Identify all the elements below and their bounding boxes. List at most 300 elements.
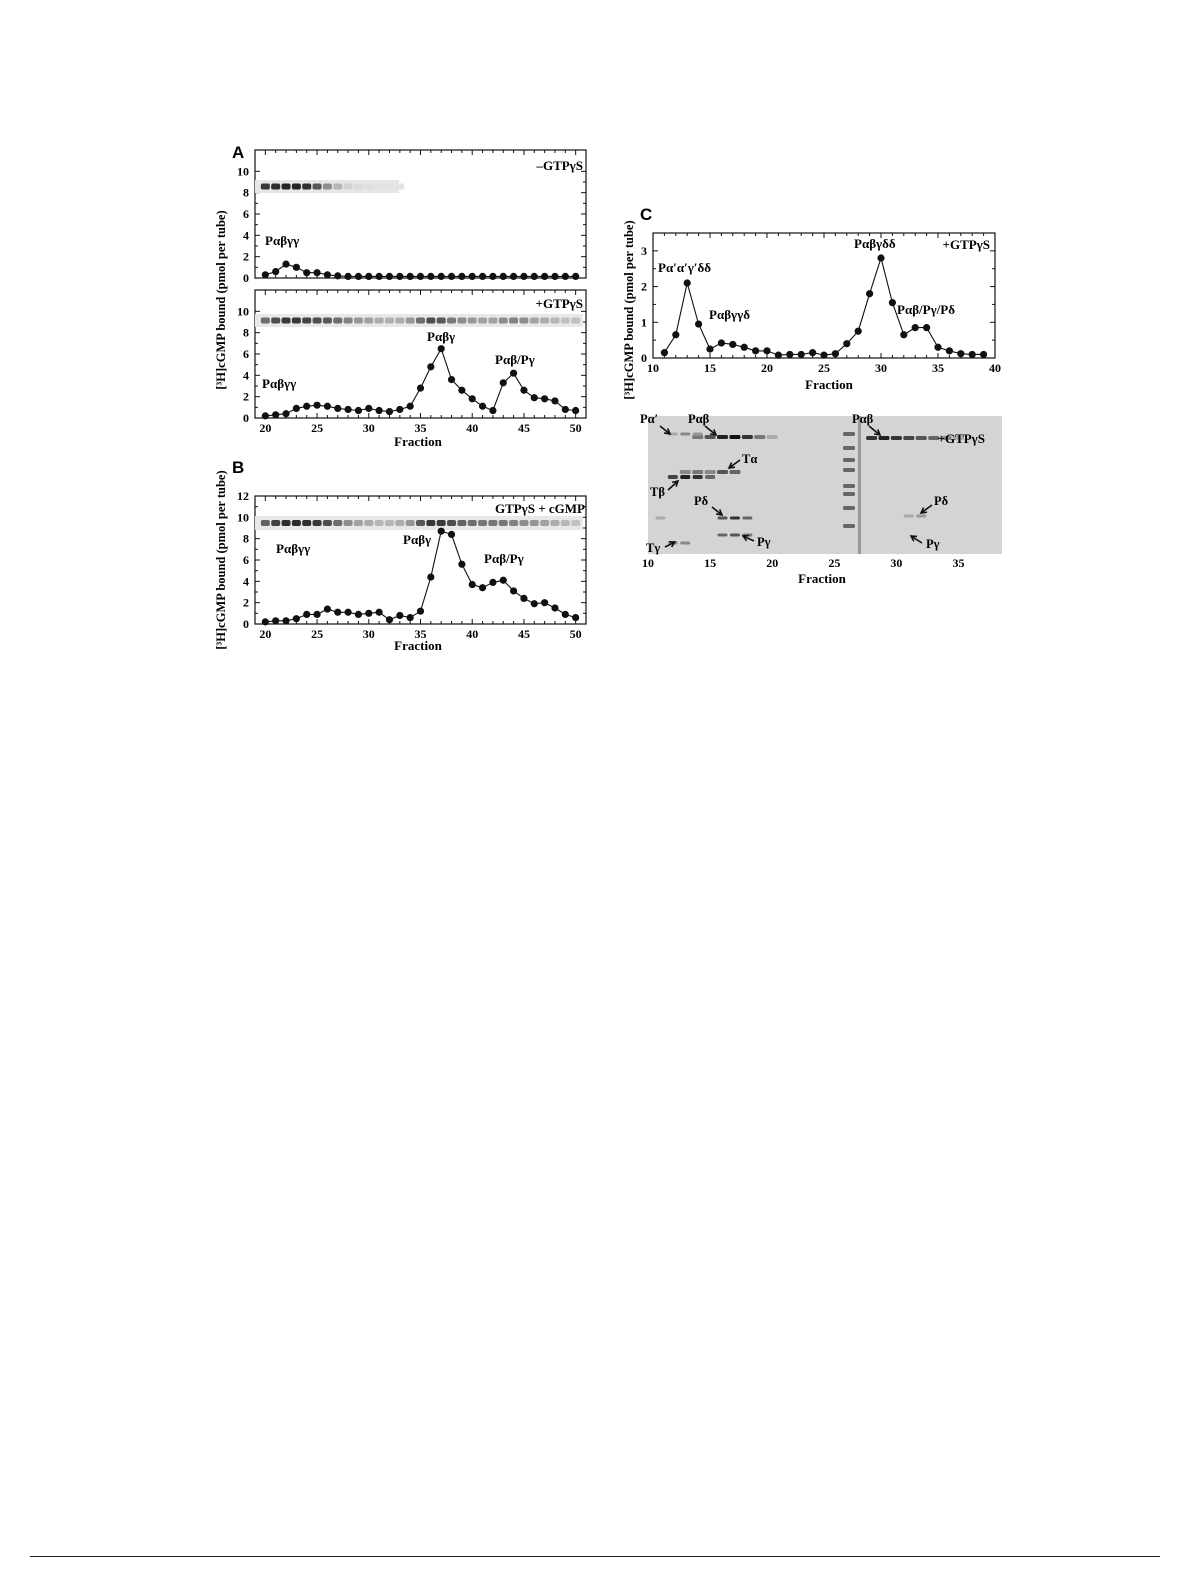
chart-c-data-point (934, 344, 941, 351)
chart-a-top-ytick-label: 8 (243, 185, 249, 200)
chart-b-data-point (396, 612, 403, 619)
chart-b-gel-band (499, 520, 508, 526)
chart-b-data-point (500, 577, 507, 584)
panel-letter-b: B (232, 458, 245, 477)
gel-c-marker-band (843, 506, 855, 510)
chart-b-ytick-label: 2 (243, 595, 249, 610)
gel-c-marker-band (843, 432, 855, 436)
chart-a-bottom-ytick-label: 10 (237, 304, 249, 319)
chart-b-data-point (386, 616, 393, 623)
panel-letter-a: A (232, 143, 245, 162)
gel-c-marker-band (843, 468, 855, 472)
chart-b-data-point (458, 561, 465, 568)
chart-b-ytick-label: 8 (243, 531, 249, 546)
chart-b-gel-band (519, 520, 528, 526)
gel-c-band-pd-right (916, 515, 926, 518)
chart-a-top-annotation-pabgg: Pαβγγ (265, 233, 300, 248)
chart-b-data-point (427, 573, 434, 580)
chart-c-data-point (672, 331, 679, 338)
gel-c-band-pd-right (904, 515, 914, 518)
chart-a-top-data-point (355, 273, 362, 280)
gel-c-band-label: Pγ (926, 537, 940, 551)
chart-c-xtick-label: 35 (932, 361, 944, 375)
chart-b-xtick-label: 40 (466, 627, 479, 641)
gel-c-band-pab (767, 435, 778, 439)
chart-a-bottom-gel-band (302, 318, 311, 324)
chart-a-bottom-data-point (365, 405, 372, 412)
chart-a-top-data-point (417, 273, 424, 280)
chart-a-top (237, 150, 586, 285)
chart-b-data-point (469, 581, 476, 588)
chart-b-data-point (344, 609, 351, 616)
chart-a-top-data-point (344, 273, 351, 280)
chart-a-bottom-gel-band (282, 318, 291, 324)
chart-b-ytick-label: 4 (243, 574, 249, 589)
chart-c-ytick-label: 2 (641, 279, 647, 294)
chart-c-data-point (866, 290, 873, 297)
chart-b-data-point (438, 528, 445, 535)
chart-a-top-ytick-label: 2 (243, 249, 249, 264)
chart-a-top-gel-band (261, 184, 270, 190)
chart-b-ytick-label: 6 (243, 553, 249, 567)
chart-a-bottom-gel-band (550, 318, 559, 324)
gel-c-band-label: Pαβ (852, 412, 874, 426)
chart-b-gel-band (457, 520, 466, 526)
chart-c-data-point (695, 320, 702, 327)
chart-a-bottom-gel-band (313, 318, 322, 324)
chart-c-ytick-label: 0 (641, 351, 647, 365)
chart-a-top-data-point (282, 261, 289, 268)
chart-b-gel-band (416, 520, 425, 526)
panel-letter-c: C (640, 205, 653, 224)
chart-c-data-point (741, 344, 748, 351)
chart-a-top-ytick-label: 6 (243, 207, 249, 221)
chart-b-ytick-label: 12 (237, 489, 249, 503)
chart-b-xtick-label: 45 (517, 627, 530, 641)
chart-b-data-point (282, 617, 289, 624)
chart-a-top-condition-label: –GTPγS (536, 158, 583, 173)
chart-a-bottom-data-point (334, 405, 341, 412)
chart-a-ylabel: [³H]cGMP bound (pmol per tube) (214, 210, 228, 390)
gel-c-band-pab (717, 435, 728, 439)
chart-a-bottom-data-point (510, 370, 517, 377)
gel-c-band-label: Tα (742, 452, 758, 466)
gel-c-band-tb (693, 475, 703, 479)
chart-a-bottom-gel-band (530, 318, 539, 324)
gel-c-band-pd (718, 517, 728, 520)
chart-a-bottom-gel-band (323, 318, 332, 324)
chart-a-top-data-point (324, 271, 331, 278)
chart-b-data-point (407, 614, 414, 621)
gel-c-band-tb (705, 475, 715, 479)
chart-b (214, 470, 586, 653)
chart-a-bottom-data-point (324, 403, 331, 410)
chart-a-top-data-point (303, 269, 310, 276)
chart-b-gel-band (364, 520, 373, 526)
chart-b-ytick-label: 0 (243, 617, 249, 631)
chart-a-bottom-condition-label: +GTPγS (535, 296, 583, 311)
chart-b-data-point (355, 611, 362, 618)
chart-a-top-data-point (427, 273, 434, 280)
chart-b-data-point (572, 614, 579, 621)
chart-a-bottom-data-point (520, 387, 527, 394)
gel-c-xtick-label: 10 (642, 556, 654, 570)
chart-a-top-data-point (572, 273, 579, 280)
chart-a-top-data-point (334, 272, 341, 279)
chart-c-annotation-pa-prime: Pα′α′γ′δδ (658, 260, 711, 275)
gel-c-band-tb (680, 475, 690, 479)
chart-c-data-point (957, 350, 964, 357)
chart-b-gel-band (561, 520, 570, 526)
chart-a-bottom-gel-band (488, 318, 497, 324)
gel-c-band-pd (742, 517, 752, 520)
chart-b-data-point (324, 605, 331, 612)
chart-a-bottom-gel-band (437, 318, 446, 324)
gel-c (640, 412, 1002, 586)
gel-c-band-pab-right (866, 436, 877, 440)
chart-a-top-data-point (541, 273, 548, 280)
chart-b-data-point (551, 604, 558, 611)
chart-b-gel-band (447, 520, 456, 526)
chart-a-top-gel-band (344, 184, 353, 190)
gel-c-xtick-label: 15 (704, 556, 717, 570)
chart-a-top-gel-band (354, 184, 363, 190)
chart-a-top-data-point (562, 273, 569, 280)
chart-a-bottom-data-point (469, 395, 476, 402)
gel-c-band-ta (680, 470, 691, 474)
chart-b-data-point (417, 608, 424, 615)
chart-c-data-point (877, 254, 884, 261)
chart-b-gel-band (530, 520, 539, 526)
chart-a-top-ytick-label: 0 (243, 271, 249, 285)
chart-a-bottom-xtick-label: 25 (311, 421, 324, 435)
chart-a-bottom-data-point (551, 397, 558, 404)
chart-b-data-point (510, 587, 517, 594)
chart-a-top-gel-band (385, 184, 394, 190)
gel-c-band-ta (692, 470, 703, 474)
gel-c-lane-divider (858, 416, 861, 554)
chart-b-xtick-label: 20 (259, 627, 272, 641)
chart-b-annotation-pabgg: Pαβγγ (276, 541, 311, 556)
chart-a-bottom-gel-bands (261, 318, 580, 324)
chart-a-bottom-gel-band (416, 318, 425, 324)
chart-c-ytick-label: 3 (641, 243, 647, 258)
chart-a-top-gel-band (292, 184, 301, 190)
chart-b-gel-band (282, 520, 291, 526)
chart-b-data-point (272, 617, 279, 624)
chart-a-top-ytick-label: 10 (237, 164, 249, 179)
chart-b-gel-band (344, 520, 353, 526)
chart-c-data-point (786, 351, 793, 358)
chart-a-top-gel-band (333, 184, 342, 190)
chart-a-top-gel-band (282, 184, 291, 190)
chart-b-data-point (520, 595, 527, 602)
chart-a-top-data-point (479, 273, 486, 280)
chart-a-bottom-gel-band (468, 318, 477, 324)
chart-a-bottom-ytick-label: 6 (243, 347, 249, 361)
chart-a-bottom-gel-band (271, 318, 280, 324)
chart-a-bottom-data-point (303, 403, 310, 410)
chart-b-xtick-label: 30 (362, 627, 375, 641)
chart-b-gel-band (323, 520, 332, 526)
chart-c-xtick-label: 20 (761, 361, 773, 375)
chart-b-ylabel: [³H]cGMP bound (pmol per tube) (214, 470, 228, 650)
chart-a-bottom-xtick-label: 40 (466, 421, 479, 435)
chart-c-data-point (752, 347, 759, 354)
chart-a-bottom-gel-band (406, 318, 415, 324)
chart-a-top-data-point (365, 273, 372, 280)
chart-c-ytick-label: 1 (641, 315, 647, 330)
chart-a-bottom-data-point (541, 395, 548, 402)
chart-a-bottom-gel-band (426, 318, 435, 324)
gel-c-xlabel: Fraction (798, 571, 846, 586)
chart-b-gel-band (509, 520, 518, 526)
chart-a-bottom-xtick-label: 50 (569, 421, 582, 435)
chart-b-condition-label: GTPγS + cGMP (494, 501, 585, 516)
gel-c-band-label: Tγ (646, 541, 661, 555)
chart-a-bottom-gel-band (499, 318, 508, 324)
gel-c-band-pab (729, 435, 740, 439)
chart-c-data-point (820, 352, 827, 359)
chart-c-xtick-label: 10 (647, 361, 659, 375)
chart-a-bottom-xtick-label: 30 (362, 421, 375, 435)
chart-a-bottom-data-point (344, 406, 351, 413)
chart-b-gel-band (313, 520, 322, 526)
chart-b-gel-band (540, 520, 549, 526)
gel-c-marker-band (843, 446, 855, 450)
chart-b-gel-band (550, 520, 559, 526)
gel-c-band-tg (680, 542, 690, 545)
chart-a-top-data-point (448, 273, 455, 280)
chart-b-data-point (489, 579, 496, 586)
chart-a-top-data-point (407, 273, 414, 280)
gel-c-band-pab-right (891, 436, 902, 440)
chart-c-data-point (706, 345, 713, 352)
chart-b-gel-band (302, 520, 311, 526)
chart-a-bottom-data-point (407, 403, 414, 410)
chart-a-bottom-annotation-pabg: Pαβγ (427, 329, 456, 344)
chart-c-xtick-label: 40 (989, 361, 1001, 375)
chart-a-bottom-data-point (386, 408, 393, 415)
chart-c-data-point (763, 347, 770, 354)
chart-c-data-point (900, 331, 907, 338)
chart-c (622, 220, 1001, 399)
chart-c-data-point (946, 347, 953, 354)
chart-a-bottom-data-point (272, 411, 279, 418)
gel-c-marker-band (843, 492, 855, 496)
chart-a-bottom-gel-band (385, 318, 394, 324)
chart-a-bottom-ytick-label: 4 (243, 368, 249, 383)
chart-b-annotation-pab-pg: Pαβ/Pγ (484, 551, 524, 566)
gel-c-band-tb (668, 475, 678, 479)
chart-b-data-point (313, 611, 320, 618)
gel-c-band-ta (705, 470, 716, 474)
chart-a-bottom-data-point (531, 394, 538, 401)
chart-a-bottom-data-point (262, 412, 269, 419)
chart-b-gel-band (375, 520, 384, 526)
gel-c-marker-band (843, 524, 855, 528)
gel-c-band-pd (730, 517, 740, 520)
gel-c-band-label: Pαβ (688, 412, 710, 426)
chart-a-bottom-xtick-label: 20 (259, 421, 272, 435)
gel-c-band-pab-right (916, 436, 927, 440)
chart-a-top-ytick-label: 4 (243, 228, 249, 243)
chart-a-bottom (237, 290, 586, 449)
chart-b-gel-band (468, 520, 477, 526)
chart-c-data-point (809, 349, 816, 356)
chart-a-top-data-point (500, 273, 507, 280)
gel-c-band-pab-right (879, 436, 890, 440)
chart-a-bottom-data-point (479, 403, 486, 410)
chart-a-bottom-gel-band (509, 318, 518, 324)
chart-a-bottom-data-point (438, 345, 445, 352)
chart-c-data-point (684, 279, 691, 286)
chart-a-top-data-point (386, 273, 393, 280)
chart-a-bottom-data-point (376, 407, 383, 414)
chart-b-data-point (479, 584, 486, 591)
chart-a-bottom-xtick-label: 45 (517, 421, 530, 435)
gel-c-band-label: Pα′ (640, 412, 659, 426)
chart-b-gel-band (406, 520, 415, 526)
chart-b-gel-band (333, 520, 342, 526)
chart-b-gel-band (292, 520, 301, 526)
chart-c-data-point (718, 339, 725, 346)
chart-a-bottom-gel-band (457, 318, 466, 324)
chart-b-gel-band (271, 520, 280, 526)
gel-c-band-pab (692, 435, 703, 439)
chart-a-top-data-point (489, 273, 496, 280)
gel-c-band-pab (754, 435, 765, 439)
chart-a-top-data-point (376, 273, 383, 280)
chart-a-bottom-xlabel: Fraction (394, 434, 442, 449)
chart-a-top-data-point (313, 269, 320, 276)
chart-b-gel-band (437, 520, 446, 526)
chart-a-bottom-data-point (427, 363, 434, 370)
chart-b-data-point (262, 618, 269, 625)
chart-b-data-point (448, 531, 455, 538)
chart-c-data-point (661, 349, 668, 356)
chart-b-gel-bands (261, 520, 580, 526)
chart-a-bottom-ytick-label: 0 (243, 411, 249, 425)
chart-c-annotation-pabggd: Pαβγγδ (709, 307, 750, 322)
chart-c-data-point (775, 352, 782, 359)
chart-a-bottom-data-point (396, 406, 403, 413)
gel-c-band-pg (718, 534, 728, 537)
chart-a-bottom-data-point (417, 385, 424, 392)
chart-c-data-point (729, 341, 736, 348)
chart-c-xtick-label: 30 (875, 361, 887, 375)
chart-a-bottom-data-point (572, 407, 579, 414)
chart-c-data-point (923, 324, 930, 331)
chart-a-bottom-gel-band (261, 318, 270, 324)
chart-a-top-gel-band (395, 184, 404, 190)
chart-a-bottom-data-point (448, 376, 455, 383)
chart-a-top-data-point (272, 268, 279, 275)
gel-c-band-pa-prime (693, 433, 703, 436)
chart-a-top-gel-band (375, 184, 384, 190)
chart-a-bottom-gel-band (447, 318, 456, 324)
gel-c-xtick-label: 20 (766, 556, 779, 570)
chart-b-data-point (376, 609, 383, 616)
chart-a-top-data-point (458, 273, 465, 280)
chart-a-bottom-gel-band (540, 318, 549, 324)
gel-c-marker-band (843, 458, 855, 462)
chart-a-bottom-gel-band (561, 318, 570, 324)
chart-c-xtick-label: 15 (704, 361, 716, 375)
chart-c-xlabel: Fraction (805, 377, 853, 392)
gel-c-band-pg (730, 534, 740, 537)
chart-c-ylabel: [³H]cGMP bound (pmol per tube) (622, 220, 636, 400)
chart-a-top-data-point (531, 273, 538, 280)
chart-b-gel-band (426, 520, 435, 526)
chart-a-top-gel-band (364, 184, 373, 190)
chart-a-top-data-point (262, 271, 269, 278)
chart-a-bottom-data-point (458, 387, 465, 394)
gel-c-xtick-label: 25 (828, 556, 841, 570)
chart-a-bottom-data-point (500, 379, 507, 386)
chart-b-annotation-pabg: Pαβγ (403, 532, 432, 547)
chart-b-data-point (334, 609, 341, 616)
chart-a-top-data-point (293, 264, 300, 271)
chart-c-data-point (889, 299, 896, 306)
chart-a-bottom-data-point (562, 406, 569, 413)
gel-c-band-label: Tβ (650, 485, 665, 499)
chart-a-bottom-data-point (355, 407, 362, 414)
chart-b-data-point (293, 615, 300, 622)
chart-a-bottom-gel-band (333, 318, 342, 324)
chart-b-gel-band (395, 520, 404, 526)
chart-b-data-point (365, 610, 372, 617)
chart-c-data-point (912, 324, 919, 331)
chart-b-data-point (303, 611, 310, 618)
chart-a-top-gel-band (323, 184, 332, 190)
chart-b-xlabel: Fraction (394, 638, 442, 653)
chart-a-bottom-gel-band (395, 318, 404, 324)
gel-c-xaxis (642, 556, 965, 570)
chart-c-annotation-pab-pg-pd: Pαβ/Pγ/Pδ (897, 302, 955, 317)
chart-a-bottom-annotation-pab-pg: Pαβ/Pγ (495, 352, 535, 367)
gel-c-band-pab (705, 435, 716, 439)
page-footer-rule (30, 1556, 1160, 1557)
gel-c-band-label: Pγ (757, 535, 771, 549)
chart-c-data-point (843, 340, 850, 347)
chart-a-bottom-gel-band (344, 318, 353, 324)
chart-a-bottom-data-point (489, 407, 496, 414)
gel-c-xtick-label: 35 (952, 556, 965, 570)
chart-a-top-data-point (438, 273, 445, 280)
chart-a-bottom-gel-band (478, 318, 487, 324)
chart-a-bottom-gel-band (364, 318, 373, 324)
chart-a-bottom-ytick-label: 2 (243, 389, 249, 404)
chart-c-data-point (832, 350, 839, 357)
chart-b-gel-band (261, 520, 270, 526)
chart-a-top-data-point (510, 273, 517, 280)
chart-a-bottom-data-point (313, 402, 320, 409)
chart-c-data-point (798, 351, 805, 358)
chart-a-bottom-gel-band (375, 318, 384, 324)
chart-c-data-point (980, 351, 987, 358)
gel-c-band-pa-prime (680, 433, 690, 436)
chart-a-top-series (262, 261, 580, 280)
chart-a-top-gel-band (302, 184, 311, 190)
chart-c-xtick-label: 25 (818, 361, 830, 375)
chart-b-gel-band (385, 520, 394, 526)
chart-b-data-point (531, 600, 538, 607)
chart-a-bottom-data-point (282, 410, 289, 417)
chart-b-data-point (562, 611, 569, 618)
gel-c-band-pd (655, 517, 665, 520)
chart-b-gel-band (571, 520, 580, 526)
